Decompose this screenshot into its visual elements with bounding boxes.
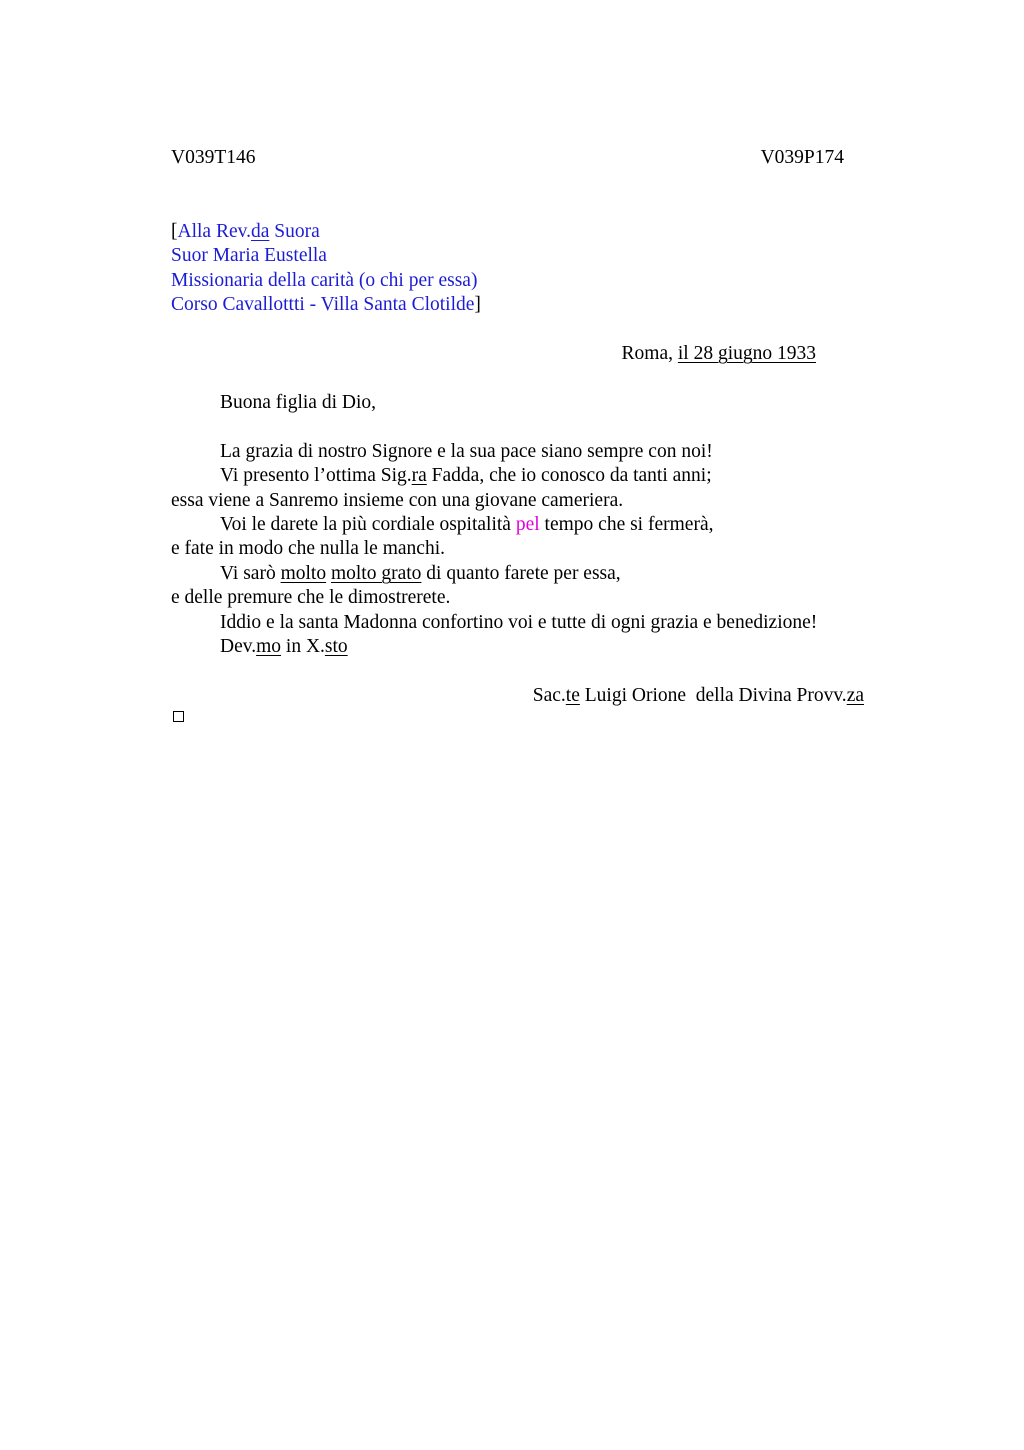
signature-text: Luigi Orione della Divina Provv. xyxy=(579,685,847,706)
bracket-close: ] xyxy=(474,294,481,315)
address-title: Alla Rev. xyxy=(177,221,251,242)
signature xyxy=(533,684,864,708)
date-place: Roma, xyxy=(621,343,678,364)
underlined-phrase: molto grato xyxy=(330,563,422,584)
document-code-left: V039T146 xyxy=(171,147,256,168)
signature-text: Sac. xyxy=(532,685,566,706)
salutation: Buona figlia di Dio, xyxy=(220,392,376,413)
underlined-word: molto xyxy=(280,563,327,584)
address-line-2: Suor Maria Eustella xyxy=(171,245,327,266)
address-title-rest: Suora xyxy=(269,221,320,242)
highlighted-word: pel xyxy=(515,514,540,535)
body-text: di quanto farete per essa, xyxy=(421,563,621,584)
address-line-1 xyxy=(171,220,320,244)
body-line-3: essa viene a Sanremo insieme con una giovane cameriera. xyxy=(171,490,624,511)
body-line-2 xyxy=(220,464,712,488)
body-text: tempo che si fermerà, xyxy=(539,514,714,535)
body-line-5: e fate in modo che nulla le manchi. xyxy=(171,538,445,559)
body-text: Fadda, che io conosco da tanti anni; xyxy=(426,465,712,486)
document-code-right: V039P174 xyxy=(760,147,844,168)
body-text: Vi presento l’ottima Sig. xyxy=(220,465,412,486)
signature-abbrev: za xyxy=(846,685,864,706)
closing-text: in X. xyxy=(281,636,325,657)
date-text: il 28 giugno 1933 xyxy=(677,343,816,364)
body-abbrev: ra xyxy=(411,465,427,486)
address-line-4 xyxy=(171,293,481,317)
body-text: Vi sarò xyxy=(220,563,281,584)
body-text: Voi le darete la più cordiale ospitalità xyxy=(220,514,516,535)
empty-square-icon xyxy=(173,711,184,722)
bracket-open: [ xyxy=(171,221,178,242)
body-line-6 xyxy=(220,562,621,586)
letter-date xyxy=(622,342,816,366)
body-line-8: Iddio e la santa Madonna confortino voi e tutte di ogni grazia e benedizione! xyxy=(220,612,818,633)
body-line-4 xyxy=(220,513,713,537)
address-line-3: Missionaria della carità (o chi per essa) xyxy=(171,270,478,291)
signature-abbrev: te xyxy=(565,685,580,706)
body-line-7: e delle premure che le dimostrerete. xyxy=(171,587,451,608)
address-street: Corso Cavallottti - Villa Santa Clotilde xyxy=(171,294,475,315)
body-line-1: La grazia di nostro Signore e la sua pace siano sempre con noi! xyxy=(220,441,713,462)
closing-abbrev: mo xyxy=(256,636,282,657)
address-title-abbrev: da xyxy=(250,221,270,242)
closing-line xyxy=(220,635,348,659)
closing-text: Dev. xyxy=(220,636,257,657)
closing-abbrev: sto xyxy=(324,636,348,657)
